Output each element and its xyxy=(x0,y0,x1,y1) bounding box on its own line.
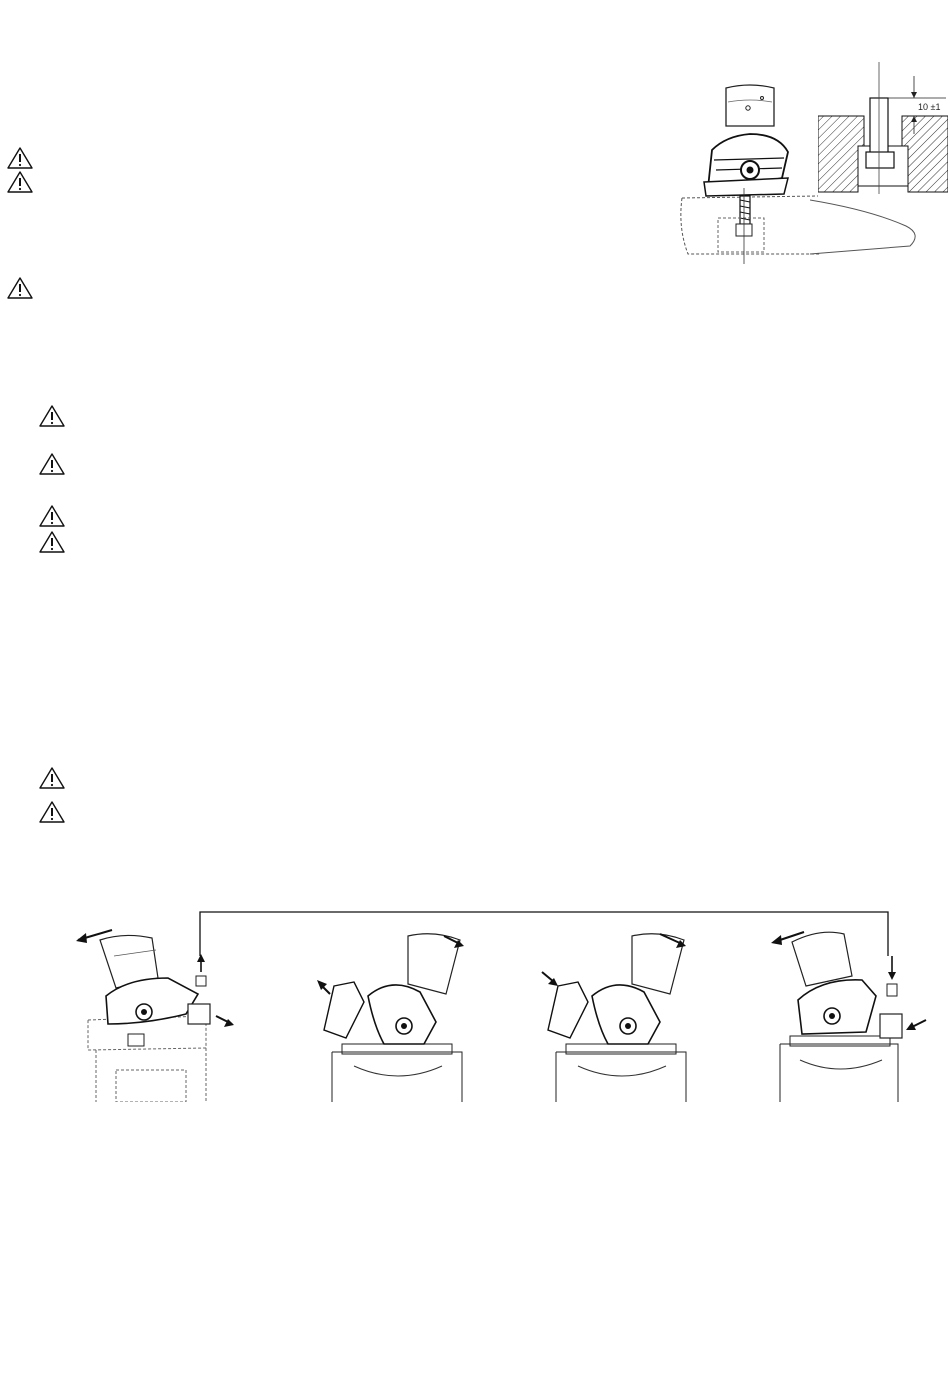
warning-icon xyxy=(38,452,66,476)
warning-icon xyxy=(38,404,66,428)
warning-icon xyxy=(38,766,66,790)
sequence-step-4 xyxy=(762,920,942,1102)
warning-icon xyxy=(38,530,66,554)
foot-toe-outline xyxy=(810,190,922,260)
dimension-label: 10 ±1 xyxy=(918,102,941,112)
sequence-step-3 xyxy=(536,926,696,1102)
warning-icon xyxy=(38,800,66,824)
warning-icon xyxy=(6,146,34,170)
sequence-step-1 xyxy=(66,920,246,1102)
warning-icon xyxy=(6,276,34,300)
foot-adapter-figure xyxy=(678,78,820,264)
section-detail-figure xyxy=(818,62,948,194)
warning-icon xyxy=(6,170,34,194)
warning-icon xyxy=(38,504,66,528)
sequence-step-2 xyxy=(312,926,472,1102)
